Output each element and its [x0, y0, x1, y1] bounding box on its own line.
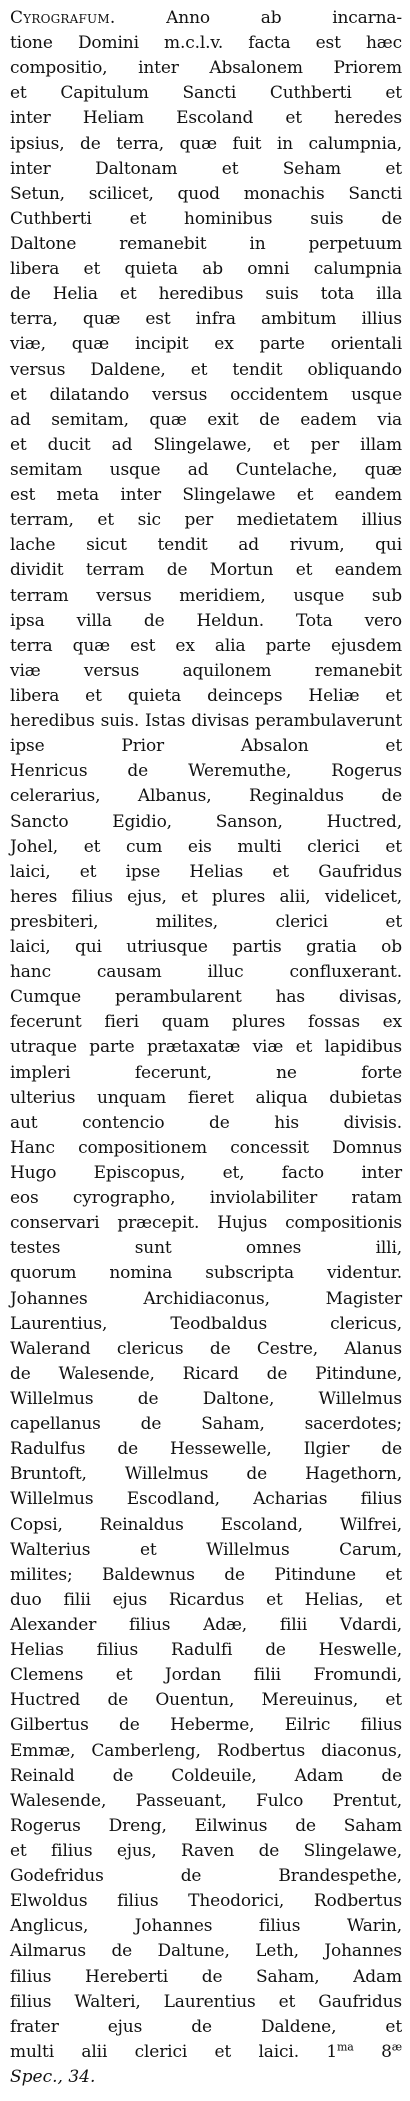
text-line: Walterius et Willelmus Carum, [10, 1539, 402, 1560]
text-line: ad semitam, quæ exit de eadem via [10, 409, 402, 430]
text-line: utraque parte prætaxatæ viæ et lapidibus [10, 1037, 402, 1058]
text-line: Ailmarus de Daltune, Leth, Johannes [10, 1941, 402, 1962]
text-line: Godefridus de Brandespethe, [10, 1866, 402, 1887]
text-line: et dilatando versus occidentem usque [10, 384, 402, 405]
text-line: Cumque perambularent has divisas, [10, 987, 402, 1008]
text-line: lache sicut tendit ad rivum, qui [10, 535, 402, 556]
text-line: Johannes Archidiaconus, Magister [10, 1288, 402, 1309]
text-line: Setun, scilicet, quod monachis Sancti [10, 183, 402, 204]
text-line: impleri fecerunt, ne forte [10, 1062, 402, 1083]
text-line: est meta inter Slingelawe et eandem [10, 485, 402, 506]
text-line: Elwoldus filius Theodorici, Rodbertus [10, 1891, 402, 1912]
text-line: ulterius unquam fieret aliqua dubietas [10, 1087, 402, 1108]
text-line: celerarius, Albanus, Reginaldus de [10, 786, 402, 807]
text-line: terra, quæ est infra ambitum illius [10, 309, 402, 330]
text-line: semitam usque ad Cuntelache, quæ [10, 459, 402, 480]
text-line: ipsa villa de Heldun. Tota vero [10, 610, 402, 631]
document-page [10, 6, 402, 2090]
text-line: filius Hereberti de Saham, Adam [10, 1966, 402, 1987]
text-line: et ducit ad Slingelawe, et per illam [10, 434, 402, 455]
text-line: terram, et sic per medietatem illius [10, 510, 402, 531]
text-line: Sancto Egidio, Sanson, Huctred, [10, 811, 402, 832]
text-line: terra quæ est ex alia parte ejusdem [10, 635, 402, 656]
text-line: Laurentius, Teodbaldus clericus, [10, 1313, 402, 1334]
text-line: laici, qui utriusque partis gratia ob [10, 937, 402, 958]
text-line: Bruntoft, Willelmus de Hagethorn, [10, 1464, 402, 1485]
text-line-content: multi alii clerici et laici. [10, 2041, 299, 2062]
source-superscript-2: æ [391, 2040, 402, 2054]
text-line: Rogerus Dreng, Eilwinus de Saham [10, 1815, 402, 1836]
text-line: Hugo Episcopus, et, facto inter [10, 1163, 402, 1184]
text-line: milites; Baldewnus de Pitindune et [10, 1564, 402, 1585]
text-line: Daltone remanebit in perpetuum [10, 233, 402, 254]
text-line: libera et quieta deinceps Heliæ et [10, 685, 402, 706]
text-line: Clemens et Jordan filii Fromundi, [10, 1665, 402, 1686]
text-line: laici, et ipse Helias et Gaufridus [10, 861, 402, 882]
text-line: Emmæ, Camberleng, Rodbertus diaconus, [10, 1740, 402, 1761]
text-line: dividit terram de Mortun et eandem [10, 560, 402, 581]
text-line: Anglicus, Johannes filius Warin, [10, 1916, 402, 1937]
text-line: et Capitulum Sancti Cuthberti et [10, 83, 402, 104]
text-line-content: Anno ab incarna- [115, 8, 402, 28]
text-line: conservari præcepit. Hujus compositionis [10, 1213, 402, 1234]
text-line: ipsius, de terra, quæ fuit in calumpnia, [10, 133, 402, 154]
text-line: Johel, et cum eis multi clerici et [10, 836, 402, 857]
text-line: Radulfus de Hessewelle, Ilgier de [10, 1439, 402, 1460]
text-line: hanc causam illuc confluxerant. [10, 962, 402, 983]
text-line: Walesende, Passeuant, Fulco Prentut, [10, 1790, 402, 1811]
text-line: duo filii ejus Ricardus et Helias, et [10, 1589, 402, 1610]
text-line: terram versus meridiem, usque sub [10, 585, 402, 606]
text-line: Willelmus Escodland, Acharias filius [10, 1489, 402, 1510]
text-line: testes sunt omnes illi, [10, 1238, 402, 1259]
text-line: libera et quieta ab omni calumpnia [10, 259, 402, 280]
text-line: de Walesende, Ricard de Pitindune, [10, 1363, 402, 1384]
text-line: frater ejus de Daldene, et [10, 2016, 402, 2037]
citation [10, 2065, 402, 2090]
text-line: aut contencio de his divisis. [10, 1112, 402, 1133]
text-line [10, 6, 402, 31]
text-line: Cuthberti et hominibus suis de [10, 208, 402, 229]
text-line: tione Domini m.c.l.v. facta est hæc [10, 33, 402, 54]
text-line: et filius ejus, Raven de Slingelawe, [10, 1840, 402, 1861]
text-line: Hanc compositionem concessit Domnus [10, 1137, 402, 1158]
citation-text: Spec., 34. [10, 2066, 96, 2087]
text-line: capellanus de Saham, sacerdotes; [10, 1414, 402, 1435]
text-line: heredibus suis. Istas divisas perambulaverunt [10, 711, 402, 732]
text-line: Reinald de Coldeuile, Adam de [10, 1765, 402, 1786]
text-line: Alexander filius Adæ, filii Vdardi, [10, 1615, 402, 1635]
text-line: ipse Prior Absalon et [10, 736, 402, 757]
text-line: eos cyrographo, inviolabiliter ratam [10, 1188, 402, 1209]
text-line [10, 2040, 402, 2065]
text-line: viæ versus aquilonem remanebit [10, 660, 402, 681]
text-line: Copsi, Reinaldus Escoland, Wilfrei, [10, 1514, 402, 1535]
text-line: de Helia et heredibus suis tota illa [10, 284, 402, 305]
text-line: Walerand clericus de Cestre, Alanus [10, 1338, 402, 1359]
text-line: filius Walteri, Laurentius et Gaufridus [10, 1991, 402, 2012]
charter-heading: Cyrografum. [10, 8, 116, 28]
text-line: viæ, quæ incipit ex parte orientali [10, 334, 402, 355]
text-line: Henricus de Weremuthe, Rogerus [10, 761, 402, 782]
text-line: Gilbertus de Heberme, Eilric filius [10, 1715, 402, 1736]
text-line: heres filius ejus, et plures alii, videlicet, [10, 886, 402, 907]
text-line: Huctred de Ouentun, Mereuinus, et [10, 1690, 402, 1711]
text-line: inter Heliam Escoland et heredes [10, 108, 402, 129]
text-line: quorum nomina subscripta videntur. [10, 1263, 402, 1284]
source-superscript: ma [337, 2040, 354, 2054]
text-line: compositio, inter Absalonem Priorem [10, 58, 402, 79]
source-reference: $1^{ma}$ $8^æ$ [326, 2040, 402, 2062]
text-line: fecerunt fieri quam plures fossas ex [10, 1012, 402, 1033]
text-line: inter Daltonam et Seham et [10, 158, 402, 179]
text-line: presbiteri, milites, clerici et [10, 911, 402, 932]
text-line: Willelmus de Daltone, Willelmus [10, 1389, 402, 1410]
text-line: versus Daldene, et tendit obliquando [10, 359, 402, 380]
text-line: Helias filius Radulfi de Heswelle, [10, 1640, 402, 1661]
